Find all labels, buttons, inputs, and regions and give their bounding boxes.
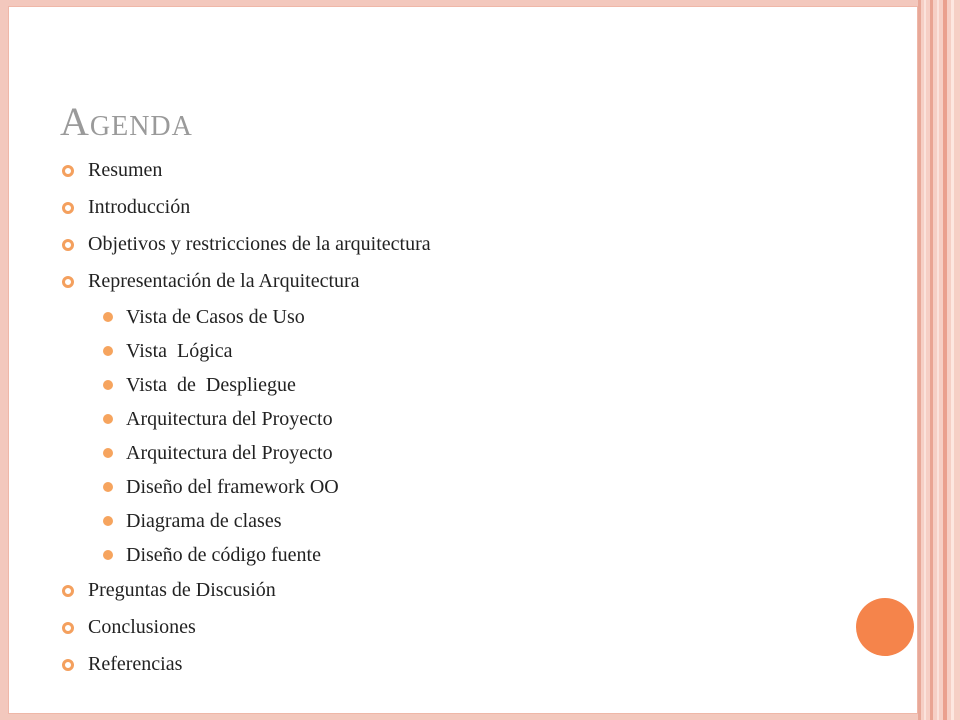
agenda-subitem xyxy=(62,538,862,572)
decor-stripe xyxy=(918,0,921,720)
slide-title: Agenda xyxy=(60,99,193,144)
decor-stripe xyxy=(937,0,939,720)
agenda-item-label: Representación de la Arquitectura xyxy=(88,270,360,292)
agenda-item xyxy=(62,263,862,300)
ring-bullet-icon xyxy=(62,659,74,671)
agenda-item-label: Arquitectura del Proyecto xyxy=(126,442,333,464)
agenda-subitem xyxy=(62,470,862,504)
agenda-item xyxy=(62,646,862,683)
ring-bullet-icon xyxy=(62,165,74,177)
agenda-item xyxy=(62,572,862,609)
agenda-subitem xyxy=(62,334,862,368)
dot-bullet-icon xyxy=(103,482,113,492)
agenda-item-label: Diseño del framework OO xyxy=(126,476,339,498)
agenda-item-label: Introducción xyxy=(88,196,191,218)
decor-stripe xyxy=(943,0,947,720)
decor-stripe xyxy=(951,0,954,720)
agenda-item-label: Vista Lógica xyxy=(126,340,233,362)
agenda-item-label: Conclusiones xyxy=(88,616,196,638)
ring-bullet-icon xyxy=(62,202,74,214)
agenda-item-label: Diagrama de clases xyxy=(126,510,282,532)
agenda-item-label: Diseño de código fuente xyxy=(126,544,321,566)
agenda-item-label: Vista de Despliegue xyxy=(126,374,296,396)
ring-bullet-icon xyxy=(62,622,74,634)
accent-circle xyxy=(856,598,914,656)
agenda-item xyxy=(62,609,862,646)
agenda-subitem xyxy=(62,402,862,436)
agenda-subitem xyxy=(62,368,862,402)
agenda-item-label: Vista de Casos de Uso xyxy=(126,306,305,328)
agenda-subitem xyxy=(62,436,862,470)
ring-bullet-icon xyxy=(62,585,74,597)
agenda-item-label: Arquitectura del Proyecto xyxy=(126,408,333,430)
dot-bullet-icon xyxy=(103,448,113,458)
agenda-item-label: Preguntas de Discusión xyxy=(88,579,276,601)
dot-bullet-icon xyxy=(103,380,113,390)
agenda-subitem xyxy=(62,504,862,538)
agenda-list xyxy=(62,152,862,683)
agenda-item-label: Objetivos y restricciones de la arquitectura xyxy=(88,233,431,255)
dot-bullet-icon xyxy=(103,346,113,356)
dot-bullet-icon xyxy=(103,312,113,322)
frame-bottom-border xyxy=(0,714,920,720)
frame-left-border xyxy=(0,0,8,720)
ring-bullet-icon xyxy=(62,239,74,251)
dot-bullet-icon xyxy=(103,516,113,526)
dot-bullet-icon xyxy=(103,550,113,560)
agenda-subitem xyxy=(62,300,862,334)
agenda-item-label: Resumen xyxy=(88,159,163,181)
decor-stripe xyxy=(924,0,926,720)
agenda-item-label: Referencias xyxy=(88,653,183,675)
agenda-item xyxy=(62,226,862,263)
agenda-item xyxy=(62,152,862,189)
decor-stripe xyxy=(930,0,933,720)
agenda-item xyxy=(62,189,862,226)
ring-bullet-icon xyxy=(62,276,74,288)
dot-bullet-icon xyxy=(103,414,113,424)
